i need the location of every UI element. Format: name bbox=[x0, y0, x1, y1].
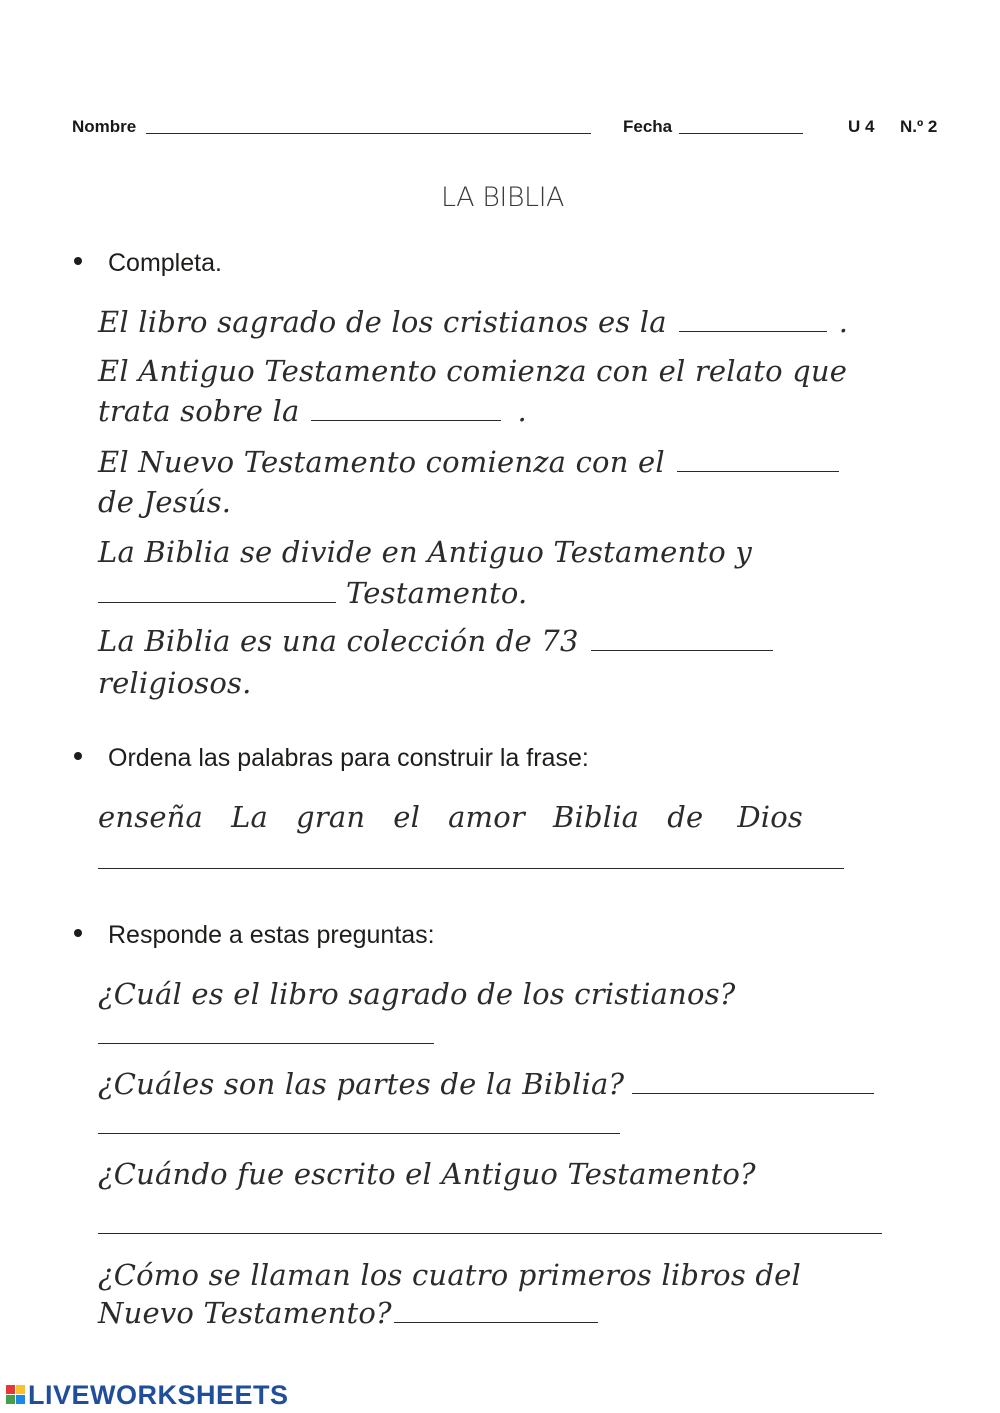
question-2: ¿Cuáles son las partes de la Biblia? bbox=[98, 1067, 880, 1101]
word-item: Dios bbox=[737, 800, 803, 834]
liveworksheets-logo[interactable]: LIVEWORKSHEETS bbox=[6, 1380, 289, 1411]
sentence-4-line-2: Testamento. bbox=[98, 576, 527, 610]
word-item: La bbox=[231, 800, 269, 834]
sentence-4-line-1: La Biblia se divide en Antiguo Testamento y bbox=[98, 535, 752, 569]
word-item: amor bbox=[448, 800, 525, 834]
answer-blank-1[interactable] bbox=[679, 331, 827, 332]
word-item: gran bbox=[296, 800, 366, 834]
section-complete-heading: Completa. bbox=[74, 249, 222, 278]
section-order-heading: Ordena las palabras para construir la frase: bbox=[74, 744, 589, 773]
sentence-3-line-1: El Nuevo Testamento comienza con el bbox=[98, 445, 845, 479]
liveworksheets-logo-icon bbox=[6, 1385, 26, 1405]
section-answer-heading: Responde a estas preguntas: bbox=[74, 921, 435, 950]
date-input-line[interactable] bbox=[679, 133, 803, 134]
sheet-number: N.º 2 bbox=[900, 117, 938, 136]
bullet-icon bbox=[74, 752, 82, 760]
answer-blank-2[interactable] bbox=[311, 420, 501, 421]
sentence-2-line-2: trata sobre la . bbox=[98, 394, 527, 428]
question-4-line-2: Nuevo Testamento? bbox=[98, 1296, 604, 1330]
word-item: Biblia bbox=[552, 800, 640, 834]
sentence-2-line-1: El Antiguo Testamento comienza con el relato que bbox=[98, 354, 848, 388]
answer-line-q1[interactable] bbox=[98, 1043, 434, 1044]
date-label: Fecha bbox=[623, 117, 673, 136]
question-3: ¿Cuándo fue escrito el Antiguo Testamento? bbox=[98, 1157, 756, 1191]
answer-line-q4[interactable] bbox=[394, 1322, 598, 1323]
page-title: LA BIBLIA bbox=[441, 182, 565, 213]
answer-line-q2[interactable] bbox=[98, 1133, 620, 1134]
word-item: enseña bbox=[98, 800, 204, 834]
answer-line-q2-inline[interactable] bbox=[632, 1093, 874, 1094]
name-label: Nombre bbox=[72, 117, 137, 136]
answer-blank-4[interactable] bbox=[98, 602, 336, 603]
sentence-3-line-2: de Jesús. bbox=[98, 485, 232, 519]
bullet-icon bbox=[74, 257, 82, 265]
answer-blank-5[interactable] bbox=[591, 650, 773, 651]
sentence-answer-line[interactable] bbox=[98, 868, 844, 869]
bullet-icon bbox=[74, 929, 82, 937]
sentence-5-line-2: religiosos. bbox=[98, 666, 252, 700]
word-item: de bbox=[667, 800, 704, 834]
word-item: el bbox=[393, 800, 421, 834]
answer-blank-3[interactable] bbox=[677, 471, 839, 472]
word-bank bbox=[98, 800, 831, 834]
name-input-line[interactable] bbox=[146, 133, 591, 134]
unit-label: U 4 bbox=[848, 117, 875, 136]
question-1: ¿Cuál es el libro sagrado de los cristianos? bbox=[98, 977, 736, 1011]
sentence-1: El libro sagrado de los cristianos es la . bbox=[98, 305, 849, 339]
question-4-line-1: ¿Cómo se llaman los cuatro primeros libros del bbox=[98, 1258, 801, 1292]
answer-line-q3[interactable] bbox=[98, 1233, 882, 1234]
sentence-5-line-1: La Biblia es una colección de 73 bbox=[98, 624, 779, 658]
